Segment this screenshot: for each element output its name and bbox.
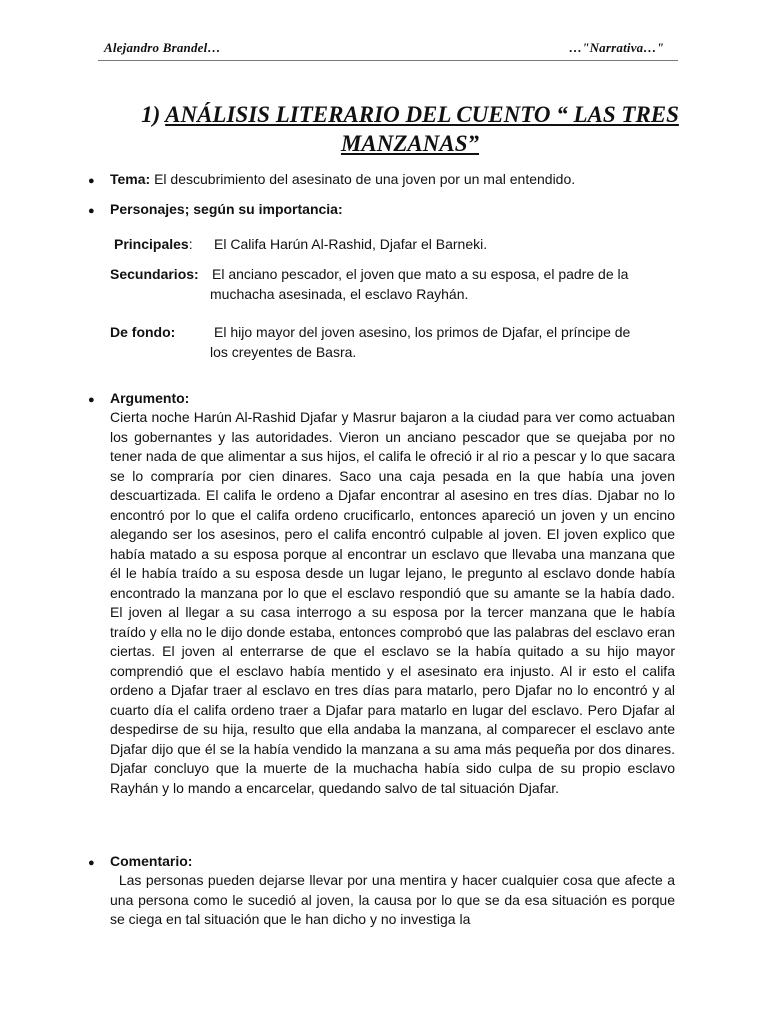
tema-line [110, 170, 680, 190]
tema-text: El descubrimiento del asesinato de una joven por un mal entendido. [154, 171, 576, 187]
bullet-icon: ● [88, 205, 95, 217]
fondo-line-2: los creyentes de Basra. [210, 344, 357, 360]
fondo-label: De fondo: [110, 324, 176, 340]
secundarios-line-1: El anciano pescador, el joven que mato a su esposa, el padre de la [212, 266, 629, 282]
comentario-label: Comentario: [110, 853, 193, 869]
principales-line [114, 235, 193, 255]
bullet-icon: ● [88, 857, 95, 869]
title-number: 1) [141, 102, 161, 127]
comentario-text: Las personas pueden dejarse llevar por una mentira y hacer cualquier cosa que afecte a una persona como le sucedió al joven, la causa por lo que se da esa situación es porque se ciega en tal situación que le han dicho y no investiga la [110, 872, 679, 927]
principales-label: Principales [114, 236, 189, 252]
secundarios-label: Secundarios: [110, 266, 199, 282]
principales-text: El Califa Harún Al-Rashid, Djafar el Barneki. [214, 236, 488, 252]
argumento-label: Argumento: [110, 390, 190, 406]
header-section: …"Narrativa…" [568, 40, 664, 55]
bullet-icon: ● [88, 394, 95, 406]
principales-colon: : [188, 236, 193, 252]
tema-label: Tema: [110, 171, 151, 187]
title-text: ANÁLISIS LITERARIO DEL CUENTO “ LAS TRES MANZANAS” [165, 102, 679, 156]
header-author: Alejandro Brandel… [104, 40, 221, 55]
secundarios-line-2: muchacha asesinada, el esclavo Rayhán. [210, 286, 469, 302]
bullet-icon: ● [88, 175, 95, 187]
document-title [100, 100, 720, 158]
page-header [98, 40, 678, 61]
fondo-line-1: El hijo mayor del joven asesino, los primos de Djafar, el príncipe de [214, 324, 631, 340]
argumento-text: Cierta noche Harún Al-Rashid Djafar y Masrur bajaron a la ciudad para ver como actuaban los gobernantes y las autoridades. Vieron un anciano pescador que se quejaba por no tener nada de que alimentar a sus hijos, el califa le ofreció ir al rio a pescar y lo que sacara se lo compraría por cien dinares. Saco una caja pesada en la que había una joven descuartizada. El califa le ordeno a Djafar encontrar al asesino en tres días. Djabar no lo encontró por lo que el califa ordeno crucificarlo, entonces apareció un joven y un encino alegando ser los asesinos, pero el califa encontró culpable al joven. El joven explico que había matado a su esposa porque al encontrar un esclavo que llevaba una manzana que él le había traído a su esposa desde un lugar lejano, le pregunto al esclavo donde había encontrado la manzana por lo que el esclavo respondió que su amante se la había dado. El joven al llegar a su casa interrogo a su esposa por la tercer manzana que le había traído y ella no le dijo donde estaba, entonces comprobó que las palabras del esclavo eran ciertas. El joven al enterrarse de que el esclavo se la había quitado a su hijo mayor comprendió que el esclavo había mentido y el asesinato era injusto. Al ir esto el califa ordeno a Djafar traer al esclavo en tres días para matarlo, pero Djafar no lo encontró y al cuarto día el califa ordeno traer a Djafar para matarlo en lugar del esclavo. Pero Djafar al despedirse de su hija, resulto que ella andaba la manzana, al comparecer el esclavo ante Djafar dijo que él se la había vendido la manzana a su ama más pequeña por dos dinares. Djafar concluyo que la muerte de la muchacha había sido culpa de su propio esclavo Rayhán y lo mando a encarcelar, quedando salvo de tal situación Djafar. [110, 409, 675, 796]
personajes-label: Personajes; según su importancia: [110, 201, 343, 217]
